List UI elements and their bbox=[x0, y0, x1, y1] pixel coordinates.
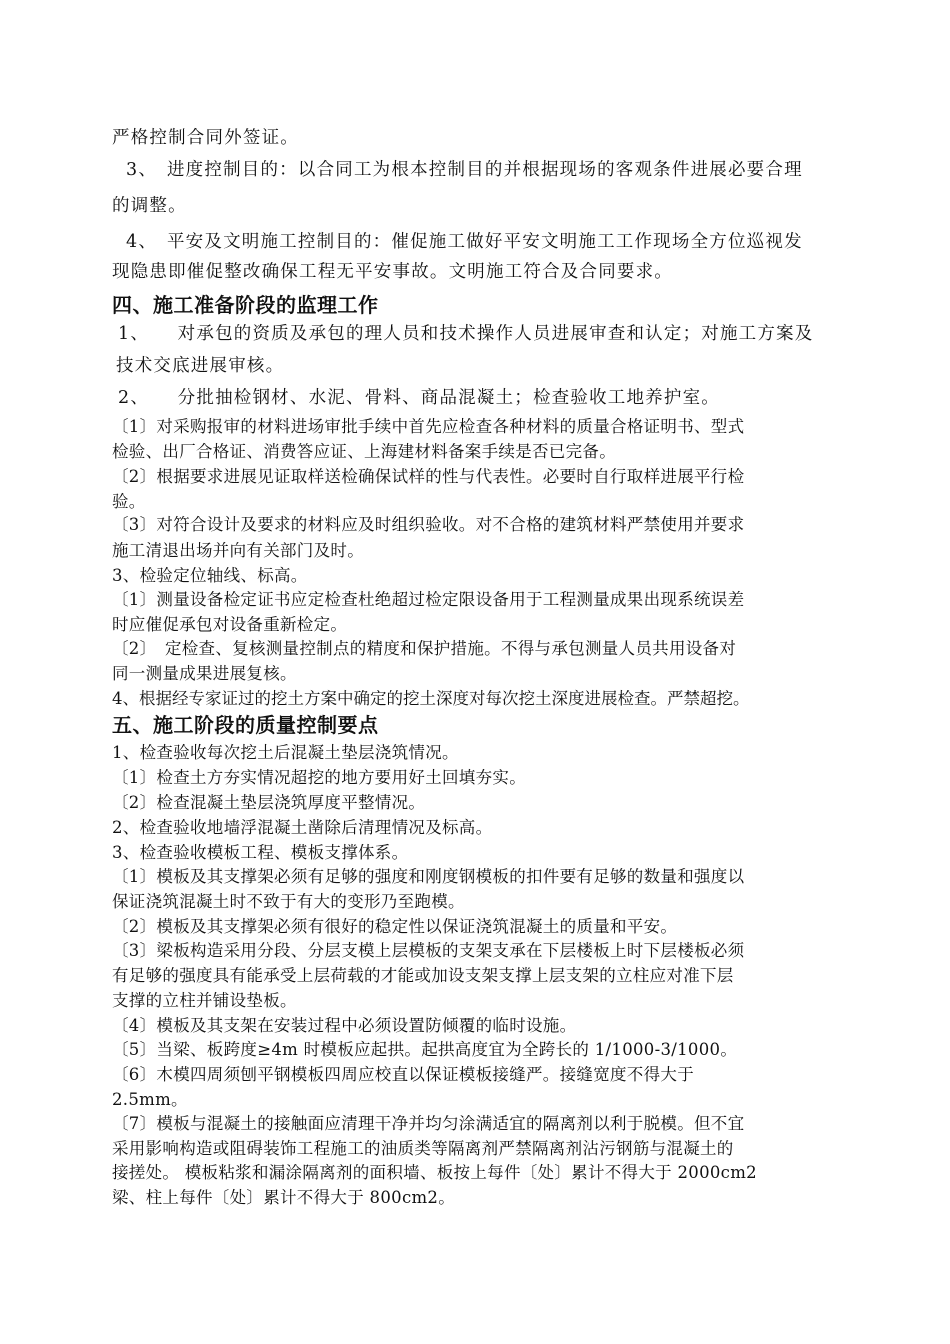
text-line: 3、检验定位轴线、标高。 bbox=[112, 566, 308, 585]
text-line: 验。 bbox=[112, 492, 146, 511]
text-line: 3、检查验收模板工程、模板支撑体系。 bbox=[112, 843, 409, 862]
text-line: 保证浇筑混凝土时不致于有大的变形乃至跑模。 bbox=[112, 892, 465, 911]
text-line: 技术交底进展审核。 bbox=[116, 356, 285, 376]
text-line: 〔2〕检查混凝土垫层浇筑厚度平整情况。 bbox=[112, 793, 426, 812]
text-line: 〔1〕检查土方夯实情况超挖的地方要用好土回填夯实。 bbox=[112, 768, 526, 787]
text-line: 〔1〕模板及其支撑架必须有足够的强度和刚度钢模板的扣件要有足够的数量和强度以 bbox=[112, 867, 745, 886]
text-line: 施工清退出场并向有关部门及时。 bbox=[112, 541, 364, 560]
text-line: 〔1〕对采购报审的材料进场审批手续中首先应检查各种材料的质量合格证明书、型式 bbox=[112, 417, 745, 436]
text-line: 采用影响构造或阻碍装饰工程施工的油质类等隔离剂严禁隔离剂沾污钢筋与混凝土的 bbox=[112, 1139, 734, 1158]
text-line: 有足够的强度具有能承受上层荷载的才能或加设支架支撑上层支架的立柱应对准下层 bbox=[112, 966, 734, 985]
text-line: 严格控制合同外签证。 bbox=[112, 128, 299, 148]
text-line: 〔7〕模板与混凝土的接触面应清理干净并均匀涂满适宜的隔离剂以利于脱模。但不宜 bbox=[112, 1114, 745, 1133]
text-line: 的调整。 bbox=[112, 196, 187, 216]
text-line: 2、 分批抽检钢材、水泥、骨料、商品混凝土；检查验收工地养护室。 bbox=[118, 388, 720, 408]
text-line: 4、 平安及文明施工控制目的：催促施工做好平安文明施工工作现场全方位巡视发 bbox=[126, 232, 803, 252]
text-line: 〔2〕根据要求进展见证取样送检确保试样的性与代表性。必要时自行取样进展平行检 bbox=[112, 467, 745, 486]
text-line: 4、根据经专家证过的挖土方案中确定的挖土深度对每次挖土深度进展检查。严禁超挖。 bbox=[112, 689, 750, 708]
text-line: 检验、出厂合格证、消费答应证、上海建材料备案手续是否已完备。 bbox=[112, 442, 616, 461]
text-line: 〔6〕木模四周须刨平钢模板四周应校直以保证模板接缝严。接缝宽度不得大于 bbox=[112, 1065, 694, 1084]
text-line: 1、 对承包的资质及承包的理人员和技术操作人员进展审查和认定；对施工方案及 bbox=[118, 324, 814, 344]
text-line: 支撑的立柱并铺设垫板。 bbox=[112, 991, 297, 1010]
text-line: 〔4〕模板及其支架在安装过程中必须设置防倾覆的临时设施。 bbox=[112, 1016, 577, 1035]
text-line: 时应催促承包对设备重新检定。 bbox=[112, 615, 348, 634]
text-line: 〔1〕测量设备检定证书应定检查杜绝超过检定限设备用于工程测量成果出现系统误差 bbox=[112, 590, 745, 609]
section-heading: 四、施工准备阶段的监理工作 bbox=[112, 293, 379, 317]
section-heading: 五、施工阶段的质量控制要点 bbox=[112, 713, 379, 737]
text-line: 同一测量成果进展复核。 bbox=[112, 664, 297, 683]
text-line: 3、 进度控制目的：以合同工为根本控制目的并根据现场的客观条件进展必要合理 bbox=[126, 160, 803, 180]
text-line: 1、检查验收每次挖土后混凝土垫层浇筑情况。 bbox=[112, 743, 459, 762]
text-line: 2、检查验收地墙浮混凝土凿除后清理情况及标高。 bbox=[112, 818, 493, 837]
text-line: 2.5mm。 bbox=[112, 1090, 188, 1109]
text-line: 〔2〕模板及其支撑架必须有很好的稳定性以保证浇筑混凝土的质量和平安。 bbox=[112, 917, 678, 936]
text-line: 现隐患即催促整改确保工程无平安事故。文明施工符合及合同要求。 bbox=[112, 262, 673, 282]
text-line: 接搓处。 模板粘浆和漏涂隔离剂的面积墙、板按上每件〔处〕累计不得大于 2000cm2 bbox=[112, 1163, 757, 1182]
text-line: 梁、柱上每件〔处〕累计不得大于 800cm2。 bbox=[112, 1188, 456, 1207]
text-line: 〔3〕梁板构造采用分段、分层支模上层模板的支架支承在下层楼板上时下层楼板必须 bbox=[112, 941, 745, 960]
text-line: 〔3〕对符合设计及要求的材料应及时组织验收。对不合格的建筑材料严禁使用并要求 bbox=[112, 515, 745, 534]
text-line: 〔2〕 定检查、复核测量控制点的精度和保护措施。不得与承包测量人员共用设备对 bbox=[112, 639, 737, 658]
text-line: 〔5〕当梁、板跨度≥4m 时模板应起拱。起拱高度宜为全跨长的 1/1000-3/1000。 bbox=[112, 1040, 738, 1059]
